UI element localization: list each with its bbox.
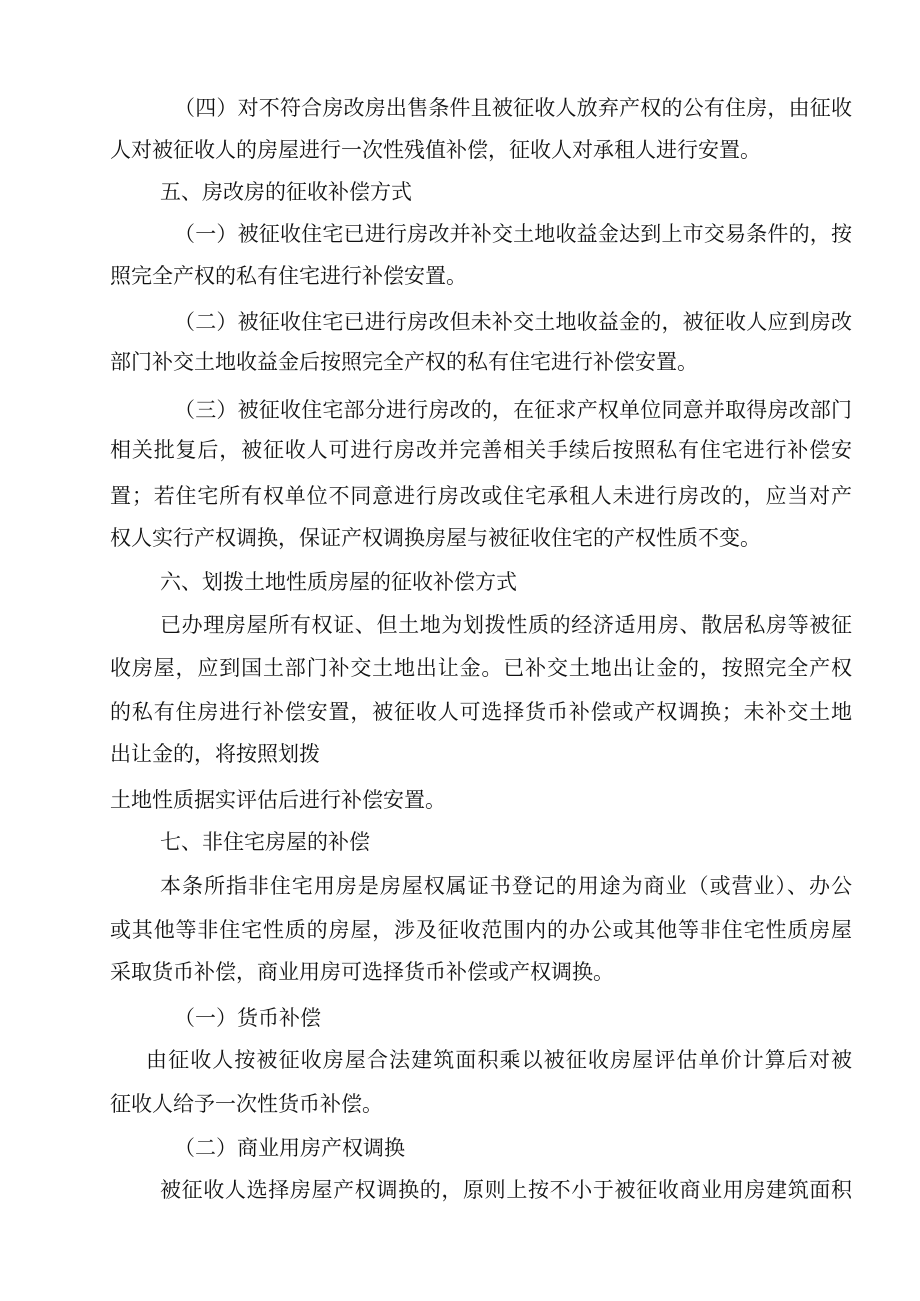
text-line: （三）被征收住宅部分进行房改的，在征求产权单位同意并取得房改部门 <box>174 398 852 422</box>
section-heading: 六、划拨土地性质房屋的征收补偿方式 <box>160 570 517 594</box>
text-line: 由征收人按被征收房屋合法建筑面积乘以被征收房屋评估单价计算后对被 <box>146 1048 852 1072</box>
text-line: 收房屋，应到国土部门补交土地出让金。已补交土地出让金的，按照完全产权 <box>110 656 852 680</box>
text-line: 人对被征收人的房屋进行一次性残值补偿，征收人对承租人进行安置。 <box>110 138 761 162</box>
text-line: 出让金的，将按照划拨 <box>110 742 320 766</box>
text-line: （四）对不符合房改房出售条件且被征收人放弃产权的公有住房，由征收 <box>174 96 852 120</box>
text-line: 照完全产权的私有住宅进行补偿安置。 <box>110 264 467 288</box>
text-line: 置；若住宅所有权单位不同意进行房改或住宅承租人未进行房改的，应当对产 <box>110 484 852 508</box>
text-line: 征收人给予一次性货币补偿。 <box>110 1092 383 1116</box>
text-line: 被征收人选择房屋产权调换的，原则上按不小于被征收商业用房建筑面积 <box>160 1178 852 1202</box>
section-heading: 七、非住宅房屋的补偿 <box>160 830 370 854</box>
subsection-heading: （二）商业用房产权调换 <box>174 1136 405 1160</box>
text-line: 已办理房屋所有权证、但土地为划拨性质的经济适用房、散居私房等被征 <box>160 613 852 637</box>
text-line: 土地性质据实评估后进行补偿安置。 <box>110 788 446 812</box>
section-heading: 五、房改房的征收补偿方式 <box>160 180 412 204</box>
text-line: 的私有住房进行补偿安置，被征收人可选择货币补偿或产权调换；未补交土地 <box>110 700 852 724</box>
text-line: 权人实行产权调换，保证产权调换房屋与被征收住宅的产权性质不变。 <box>110 526 761 550</box>
text-line: 相关批复后，被征收人可进行房改并完善相关手续后按照私有住宅进行补偿安 <box>110 438 852 462</box>
text-line: 采取货币补偿，商业用房可选择货币补偿或产权调换。 <box>110 960 614 984</box>
text-line: （一）被征收住宅已进行房改并补交土地收益金达到上市交易条件的，按 <box>174 222 852 246</box>
text-line: 或其他等非住宅性质的房屋，涉及征收范围内的办公或其他等非住宅性质房屋 <box>110 918 852 942</box>
text-line: 本条所指非住宅用房是房屋权属证书登记的用途为商业（或营业）、办公 <box>160 874 852 898</box>
subsection-heading: （一）货币补偿 <box>174 1006 321 1030</box>
text-line: （二）被征收住宅已进行房改但未补交土地收益金的，被征收人应到房改 <box>174 310 852 334</box>
text-line: 部门补交土地收益金后按照完全产权的私有住宅进行补偿安置。 <box>110 350 698 374</box>
